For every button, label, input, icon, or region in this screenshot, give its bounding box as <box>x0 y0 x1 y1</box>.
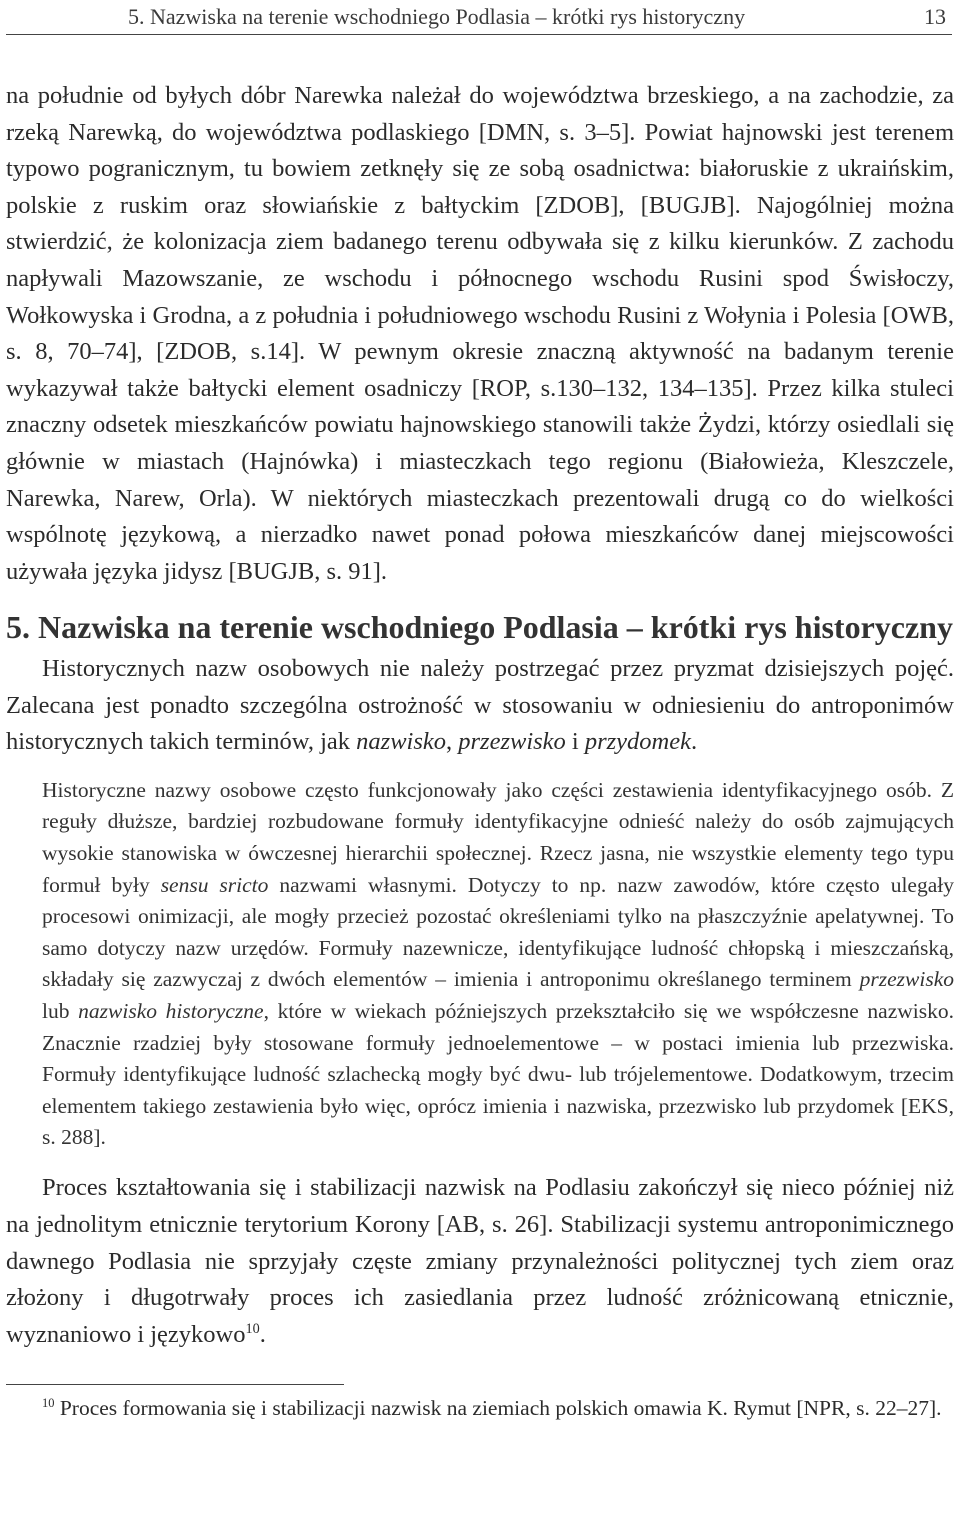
period: . <box>691 728 698 756</box>
block-quote <box>6 775 954 1154</box>
running-head-title: 5. Nazwiska na terenie wschodniego Podlasia – krótki rys historyczny <box>128 4 746 29</box>
footnote-text: Proces formowania się i stabilizacji nazwisk na ziemiach polskich omawia K. Rymut [NPR, s. 22–27]. <box>59 1395 942 1420</box>
section-heading: 5. Nazwiska na terenie wschodniego Podlasia – krótki rys historyczny <box>6 609 953 646</box>
term-przezwisko: przezwisko <box>458 728 566 756</box>
footnote-divider <box>6 1384 344 1385</box>
quote-term-przezwisko: przezwisko <box>859 967 954 992</box>
quote-text-d: , które w wiekach późniejszych przekształciło się we współczesne nazwisko. Znacznie rzadziej były stosowane formuły jednoelementowe – w postaci imienia lub przezwiska. Formuły identyfikujące ludność szlachecką mogły być dwu- lub trójelementowe. Dodatkowym, trzecim elementem takiego zestawienia było więc, oprócz imienia i nazwiska, przezwisko lub przydomek [EKS, s. 288]. <box>42 998 954 1150</box>
paragraph-2 <box>6 651 954 761</box>
quote-text-c: lub <box>42 998 79 1023</box>
body-text <box>6 78 954 1423</box>
paragraph-3 <box>6 1170 954 1354</box>
quote-text-b: nazwami własnymi. Dotyczy to np. nazw zawodów, które często ulegały procesowi onimizacji, ale mogły przecież pozostać określeniami tylko na płaszczyźnie apelatywnej. To samo dotyczy nazw urzędów. Formuły nazewnicze, identyfikujące ludność chłopską i mieszczańską, składały się zazwyczaj z dwóch elementów – imienia i antroponimu określanego terminem <box>42 872 954 992</box>
term-nazwisko: nazwisko <box>356 728 446 756</box>
quote-term-nazwisko-historyczne: nazwisko historyczne <box>78 998 264 1023</box>
paragraph-1: na południe od byłych dóbr Narewka należał do województwa brzeskiego, a na zachodzie, za rzeką Narewką, do województwa podlaskiego [DMN, s. 3–5]. Powiat hajnowski jest terenem typowo pogranicznym, tu bowiem zetknęły się ze sobą osadnictwa: białoruskie z ukraińskim, polskie z ruskim oraz słowiańskie z bałtyckim [ZDOB], [BUGJB]. Najogólniej można stwierdzić, że kolonizacja ziem badanego terenu odbywała się z kilku kierunków. Z zachodu napływali Mazowszanie, ze wschodu i północnego wschodu Rusini spod Świsłoczy, Wołkowyska i Grodna, a z południa i południowego wschodu Rusini z Wołynia i Polesia [OWB, s. 8, 70–74], [ZDOB, s.14]. W pewnym okresie znaczną aktywność na badanym terenie wykazywał także bałtycki element osadniczy [ROP, s.130–132, 134–135]. Przez kilka stuleci znaczny odsetek mieszkańców powiatu hajnowskiego stanowili także Żydzi, którzy osiedlali się głównie w miastach (Hajnówka) i miasteczkach tego regionu (Białowieża, Kleszczele, Narewka, Narew, Orla). W niektórych miasteczkach prezentowali drugą co do wielkości wspólnotę językową, a nierzadko nawet ponad połowa mieszkańców danej miejscowości używała języka jidysz [BUGJB, s. 91]. <box>6 82 954 585</box>
separator: i <box>565 728 585 756</box>
footnote <box>6 1393 954 1423</box>
separator: , <box>446 728 459 756</box>
term-przydomek: przydomek <box>584 728 691 756</box>
footnote-reference[interactable]: 10 <box>245 1320 260 1337</box>
footnote-number: 10 <box>42 1395 55 1410</box>
paragraph-3-text: Proces kształtowania się i stabilizacji nazwisk na Podlasiu zakończył się nieco później niż na jednolitym etnicznie terytorium Korony [AB, s. 26]. Stabilizacji systemu antroponimicznego dawnego Podlasia nie sprzyjały częste zmiany przynależności politycznej tych ziem oraz złożony i długotrwały proces ich zasiedlania przez ludność zróżnicowaną etnicznie, wyznaniowo i językowo <box>6 1173 954 1349</box>
quote-term-sensu-stricto: sensu sricto <box>160 872 269 897</box>
period: . <box>259 1321 266 1349</box>
paragraph-2-text: Historycznych nazw osobowych nie należy postrzegać przez pryzmat dzisiejszych pojęć. Zalecana jest ponadto szczególna ostrożność w stosowaniu w odniesieniu do antroponimów historycznych takich terminów, jak <box>6 655 954 756</box>
page-number: 13 <box>924 4 946 29</box>
quote-text-a: Historyczne nazwy osobowe często funkcjonowały jako części zestawienia identyfikacyjnego osób. Z reguły dłuższe, bardziej rozbudowane formuły identyfikacyjne odnieść należy do osób zajmujących wysokie stanowiska w ówczesnej hierarchii społecznej. Rzecz jasna, nie wszystkie elementy tego typu formuł były <box>42 777 954 897</box>
running-head <box>6 0 952 35</box>
